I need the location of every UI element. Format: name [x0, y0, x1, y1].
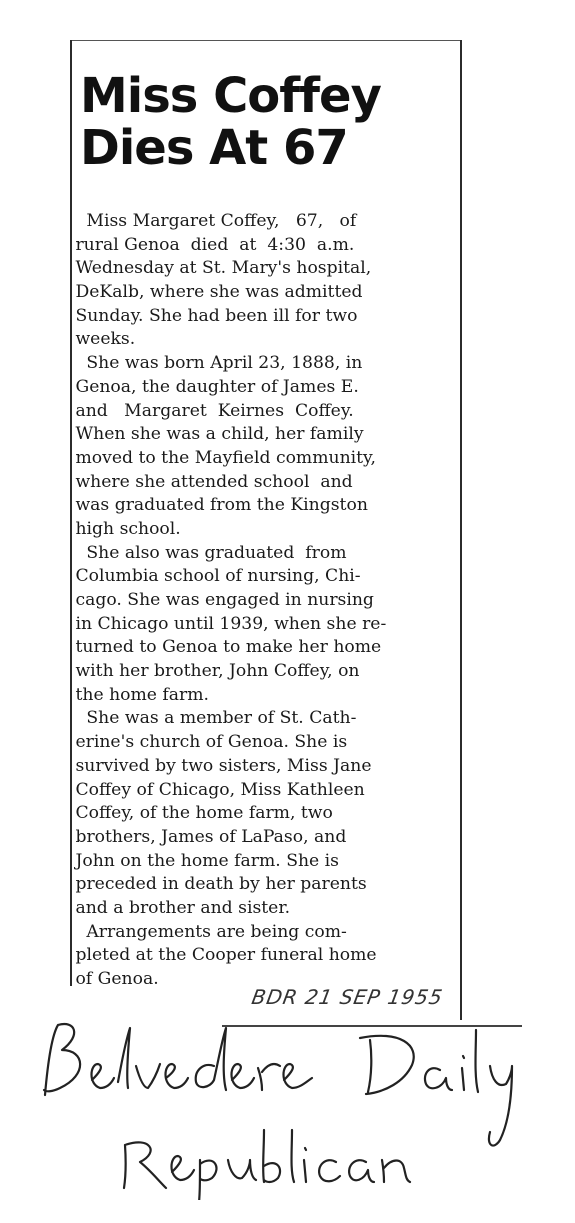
body-line: cago. She was engaged in nursing — [70, 590, 374, 610]
body-line: and Margaret Keirnes Coffey. — [70, 400, 354, 421]
body-line: where she attended school and — [70, 471, 353, 492]
handwritten-newspaper-name — [0, 1000, 575, 1200]
body-line: She also was graduated from — [70, 542, 347, 563]
body-line: Genoa, the daughter of James E. — [70, 376, 359, 397]
obituary-headline — [80, 70, 460, 174]
body-line: high school. — [70, 518, 181, 539]
body-line: of Genoa. — [70, 969, 159, 989]
body-line: Columbia school of nursing, Chi- — [70, 566, 361, 587]
body-line: was graduated from the Kingston — [70, 495, 368, 516]
headline-line-2: Dies At 67 — [80, 120, 348, 176]
body-line: John on the home farm. She is — [70, 850, 339, 871]
body-line: pleted at the Cooper funeral home — [70, 945, 377, 966]
body-line: with her brother, John Coffey, on — [70, 661, 360, 682]
body-line: Wednesday at St. Mary's hospital, — [70, 258, 372, 279]
body-line: Coffey, of the home farm, two — [70, 803, 333, 824]
handwritten-date-annotation: BDR 21 SEP 1955 — [249, 985, 445, 1009]
body-line: When she was a child, her family — [70, 424, 364, 445]
obituary-body — [70, 210, 462, 992]
body-line: Coffey of Chicago, Miss Kathleen — [70, 779, 365, 800]
body-line: preceded in death by her parents — [70, 874, 367, 895]
body-line: Arrangements are being com- — [70, 921, 347, 942]
body-line: Miss Margaret Coffey, 67, of — [70, 211, 357, 231]
body-line: turned to Genoa to make her home — [70, 637, 382, 658]
newspaper-clipping — [70, 40, 462, 1009]
body-line: survived by two sisters, Miss Jane — [70, 755, 372, 776]
body-line: erine's church of Genoa. She is — [70, 732, 348, 753]
body-line: She was born April 23, 1888, in — [70, 353, 363, 374]
body-line: Sunday. She had been ill for two — [70, 305, 358, 326]
body-line: brothers, James of LaPaso, and — [70, 826, 347, 847]
headline-line-1: Miss Coffey — [80, 68, 381, 124]
body-line: and a brother and sister. — [70, 897, 291, 918]
clipping-top-edge — [70, 40, 462, 41]
body-line: rural Genoa died at 4:30 a.m. — [70, 234, 355, 255]
body-line: DeKalb, where she was admitted — [70, 282, 363, 303]
body-line: moved to the Mayfield community, — [70, 447, 376, 468]
body-line: weeks. — [70, 329, 136, 350]
body-line: She was a member of St. Cath- — [70, 708, 357, 729]
body-line: the home farm. — [70, 684, 210, 705]
body-line: in Chicago until 1939, when she re- — [70, 613, 387, 634]
